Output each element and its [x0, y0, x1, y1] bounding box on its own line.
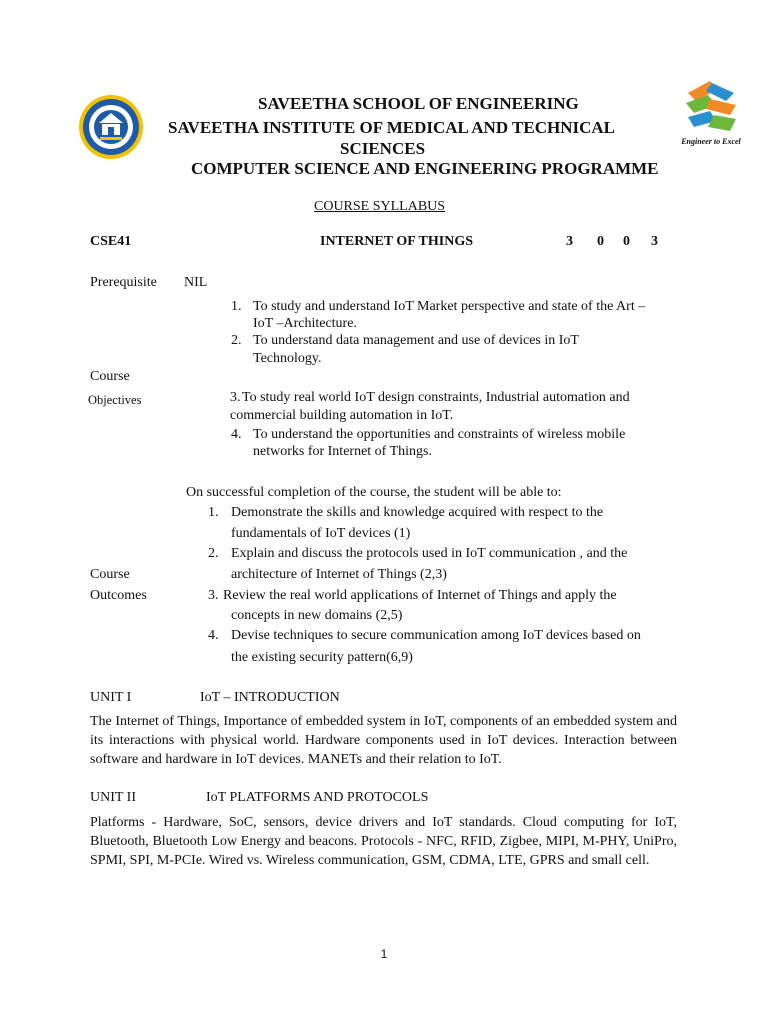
unit-2-title: IoT PLATFORMS AND PROTOCOLS [206, 790, 429, 805]
logo-tagline: Engineer to Excel [681, 137, 741, 146]
outcome-1-num: 1. [208, 505, 219, 520]
unit-1-label: UNIT I [90, 690, 132, 705]
course-name: INTERNET OF THINGS [320, 234, 474, 249]
unit-1-text: The Internet of Things, Importance of embedded system in IoT, components of an embedded system and its interactions with physical world. Hardware components used in IoT devices. Interaction between software and hardware in IoT devices. MANETs and their relation to IoT. [90, 714, 677, 767]
unit-2-text: Platforms - Hardware, SoC, sensors, device drivers and IoT standards. Cloud computing for IoT, Bluetooth, Bluetooth Low Energy and beacons. Protocols - NFC, RFID, Zigbee, MIPI, M-PHY, UniPro, SPMI, SPI, M-PCIe. Wired vs. Wireless communication, GSM, CDMA, LTE, GPRS and small cell. [90, 815, 677, 868]
credit-c: 3 [651, 234, 658, 249]
objective-1-line1: To study and understand IoT Market perspective and state of the Art – [253, 299, 646, 314]
objective-4-line1: To understand the opportunities and constraints of wireless mobile [253, 427, 626, 442]
outcome-4-num: 4. [208, 628, 219, 643]
institute-title-line1: SAVEETHA INSTITUTE OF MEDICAL AND TECHNICAL [168, 118, 615, 137]
objective-3-line1: To study real world IoT design constraints, Industrial automation and [242, 390, 630, 405]
page-number: 1 [380, 947, 388, 961]
outcomes-label-2: Outcomes [90, 588, 147, 603]
institute-title-line2: SCIENCES [340, 139, 426, 158]
objectives-label-1: Course [90, 369, 130, 384]
prerequisite-value: NIL [184, 275, 208, 290]
outcome-4-line1: Devise techniques to secure communication among IoT devices based on [231, 628, 641, 643]
syllabus-title: COURSE SYLLABUS [314, 199, 446, 214]
unit-2-label: UNIT II [90, 790, 137, 805]
objective-2-line2: Technology. [253, 351, 322, 366]
course-code: CSE41 [90, 234, 132, 249]
objective-2-num: 2. [231, 333, 242, 348]
unit-1-title: IoT – INTRODUCTION [200, 690, 340, 705]
outcome-4-line2: the existing security pattern(6,9) [231, 650, 413, 665]
outcome-1-line2: fundamentals of IoT devices (1) [231, 526, 411, 541]
institute-seal-logo [78, 93, 144, 161]
outcome-2-num: 2. [208, 546, 219, 561]
objective-1-line2: IoT –Architecture. [253, 316, 357, 331]
objective-3-line2: commercial building automation in IoT. [230, 408, 454, 423]
outcome-3-line1: Review the real world applications of Internet of Things and apply the [223, 588, 617, 603]
credit-l: 3 [566, 234, 573, 249]
prerequisite-label: Prerequisite [90, 275, 157, 290]
outcome-2-line1: Explain and discuss the protocols used in IoT communication , and the [231, 546, 628, 561]
school-title: SAVEETHA SCHOOL OF ENGINEERING [258, 94, 579, 113]
credit-t: 0 [597, 234, 604, 249]
objective-4-line2: networks for Internet of Things. [253, 444, 432, 459]
objective-1-num: 1. [231, 299, 242, 314]
objectives-label-2: Objectives [88, 393, 142, 407]
outcomes-intro: On successful completion of the course, the student will be able to: [186, 485, 562, 500]
outcome-1-line1: Demonstrate the skills and knowledge acquired with respect to the [231, 505, 604, 520]
outcome-2-line2: architecture of Internet of Things (2,3) [231, 567, 447, 582]
outcomes-label-1: Course [90, 567, 130, 582]
objective-4-num: 4. [231, 427, 242, 442]
outcome-3-num: 3. [208, 588, 219, 603]
outcome-3-line2: concepts in new domains (2,5) [231, 608, 403, 623]
objective-3-num: 3. [230, 390, 241, 405]
objective-2-line1: To understand data management and use of devices in IoT [253, 333, 579, 348]
credit-p: 0 [623, 234, 630, 249]
programme-title: COMPUTER SCIENCE AND ENGINEERING PROGRAMME [191, 159, 659, 178]
